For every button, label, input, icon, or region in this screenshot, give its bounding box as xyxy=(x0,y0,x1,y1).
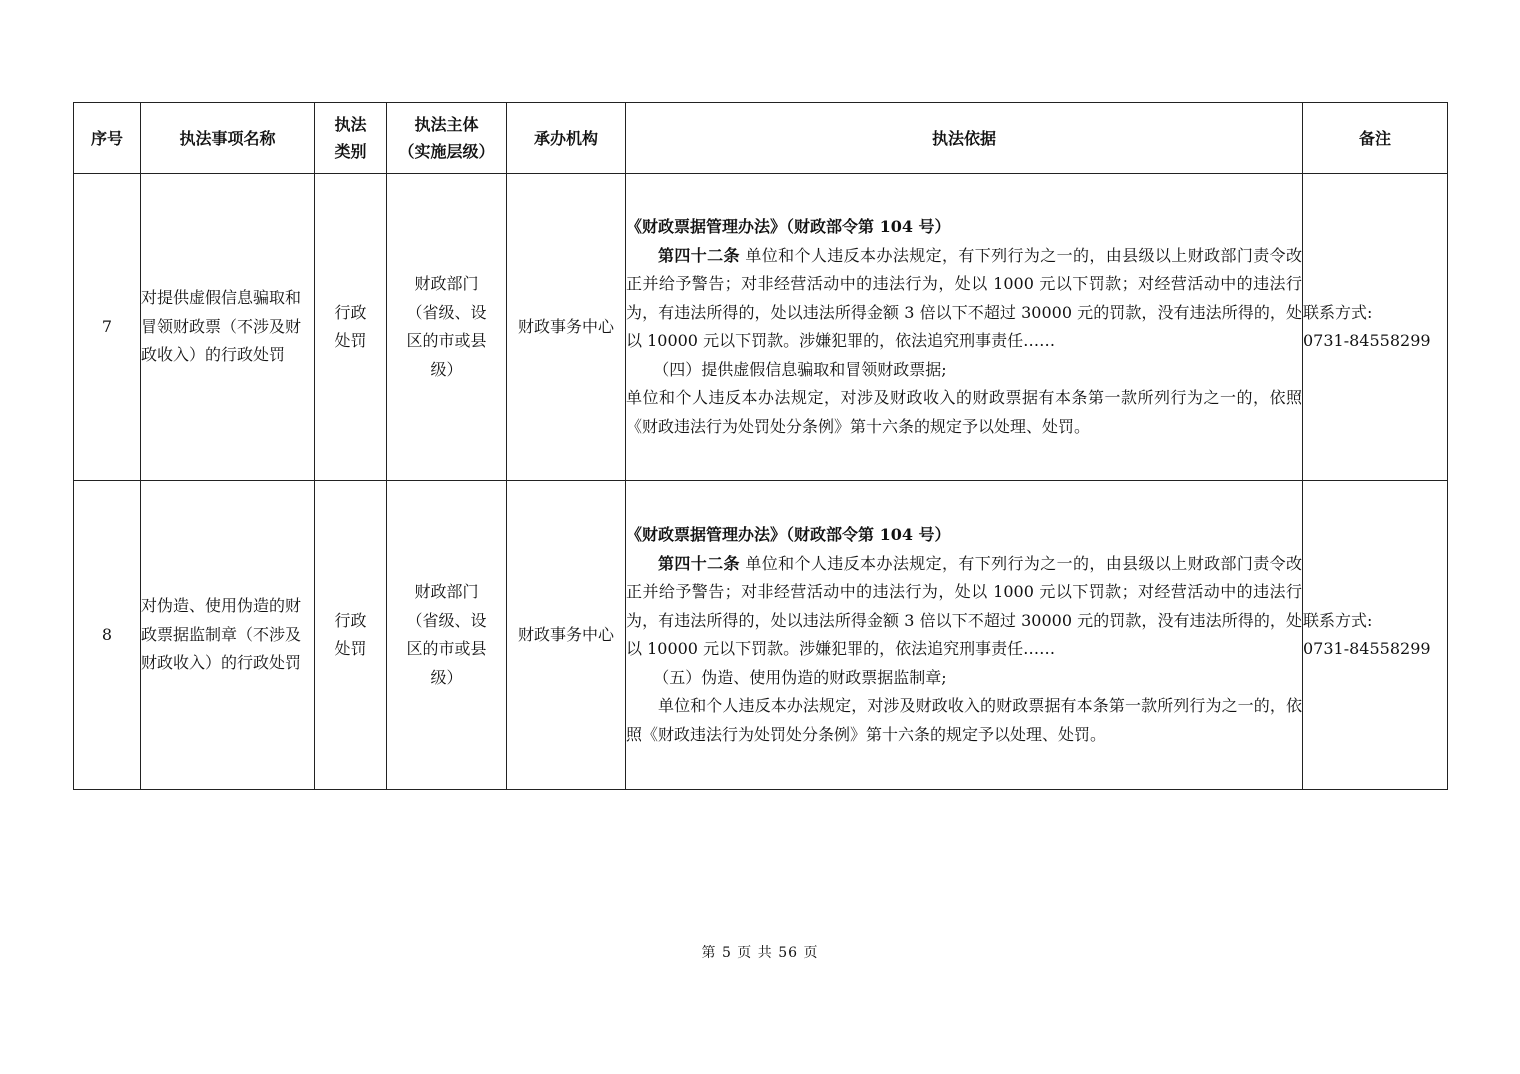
cell-seq: 8 xyxy=(74,481,141,790)
basis-item: （四）提供虚假信息骗取和冒领财政票据; xyxy=(653,359,947,379)
basis-text: 单位和个人违反本办法规定，有下列行为之一的，由县级以上财政部门责令改正并给予警告；对非经营活动中的违法行为，处以 1000 元以下罚款；对经营活动中的违法行为，有违法所得的，处以违法所得金额 3 倍以下不超过 30000 元的罚款，没有违法所得的，处以 10000 元以下罚款。涉嫌犯罪的，依法追究刑事责任…… xyxy=(626,553,1302,658)
header-type: 执法类别 xyxy=(315,103,387,174)
remark-phone: 0731-84558299 xyxy=(1303,331,1431,350)
cell-subject: 财政部门（省级、设区的市或县级） xyxy=(387,481,507,790)
basis-text: 单位和个人违反本办法规定，有下列行为之一的，由县级以上财政部门责令改正并给予警告；对非经营活动中的违法行为，处以 1000 元以下罚款；对经营活动中的违法行为，有违法所得的，处以违法所得金额 3 倍以下不超过 30000 元的罚款，没有违法所得的，处以 10000 元以下罚款。涉嫌犯罪的，依法追究刑事责任…… xyxy=(626,245,1302,350)
table-row xyxy=(74,481,1448,790)
header-subject xyxy=(387,103,507,174)
header-seq: 序号 xyxy=(74,103,141,174)
cell-basis xyxy=(626,174,1303,481)
header-org: 承办机构 xyxy=(507,103,626,174)
basis-title: 《财政票据管理办法》（财政部令第 104 号） xyxy=(626,217,951,236)
table-row xyxy=(74,174,1448,481)
cell-type: 行政处罚 xyxy=(315,174,387,481)
cell-remark xyxy=(1303,174,1448,481)
cell-name: 对伪造、使用伪造的财政票据监制章（不涉及财政收入）的行政处罚 xyxy=(141,481,315,790)
header-remark: 备注 xyxy=(1303,103,1448,174)
header-basis: 执法依据 xyxy=(626,103,1303,174)
remark-phone: 0731-84558299 xyxy=(1303,639,1431,658)
cell-org: 财政事务中心 xyxy=(507,481,626,790)
enforcement-table xyxy=(73,102,1448,790)
header-name: 执法事项名称 xyxy=(141,103,315,174)
basis-paragraph xyxy=(626,550,1302,664)
page-footer: 第 5 页 共 56 页 xyxy=(701,945,819,961)
cell-subject: 财政部门（省级、设区的市或县级） xyxy=(387,174,507,481)
header-row xyxy=(74,103,1448,174)
remark-label: 联系方式: xyxy=(1303,610,1373,630)
basis-paragraph xyxy=(626,242,1302,356)
basis-title: 《财政票据管理办法》（财政部令第 104 号） xyxy=(626,525,951,544)
basis-article: 第四十二条 xyxy=(658,245,740,265)
cell-remark xyxy=(1303,481,1448,790)
cell-basis xyxy=(626,481,1303,790)
basis-tail: 单位和个人违反本办法规定，对涉及财政收入的财政票据有本条第一款所列行为之一的，依照《财政违法行为处罚处分条例》第十六条的规定予以处理、处罚。 xyxy=(626,388,1302,436)
cell-name: 对提供虚假信息骗取和冒领财政票（不涉及财政收入）的行政处罚 xyxy=(141,174,315,481)
basis-tail: 单位和个人违反本办法规定，对涉及财政收入的财政票据有本条第一款所列行为之一的，依照《财政违法行为处罚处分条例》第十六条的规定予以处理、处罚。 xyxy=(626,696,1302,744)
remark-label: 联系方式: xyxy=(1303,302,1373,322)
cell-org: 财政事务中心 xyxy=(507,174,626,481)
header-subject-line2: （实施层级） xyxy=(398,142,495,161)
cell-seq: 7 xyxy=(74,174,141,481)
cell-type: 行政处罚 xyxy=(315,481,387,790)
basis-article: 第四十二条 xyxy=(658,553,740,573)
header-subject-line1: 执法主体 xyxy=(414,115,479,134)
basis-item: （五）伪造、使用伪造的财政票据监制章; xyxy=(653,667,947,687)
